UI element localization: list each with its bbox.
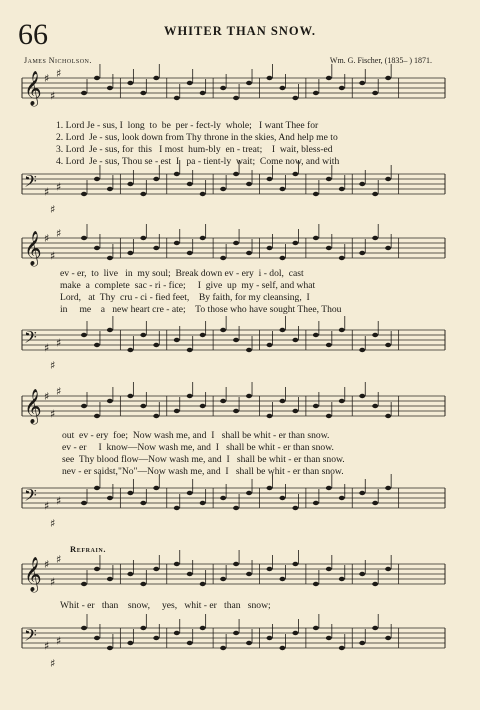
note-head: [246, 491, 252, 495]
note-head: [385, 636, 391, 640]
note-head: [200, 236, 206, 240]
note-head: [339, 496, 345, 500]
note-head: [140, 582, 146, 586]
note-head: [107, 496, 113, 500]
note-head: [267, 76, 273, 80]
note-head: [200, 192, 206, 196]
sharp-icon: ♯: [50, 657, 56, 670]
treble-clef-icon: 𝄞: [24, 231, 42, 266]
note-head: [107, 256, 113, 260]
note-head: [200, 582, 206, 586]
bass-clef-icon: 𝄢: [24, 171, 37, 195]
note-head: [372, 501, 378, 505]
note-head: [187, 394, 193, 398]
system-2-lyric-1: ev - er, to live in my soul; Break down ev - ery i - dol, cast: [60, 268, 304, 279]
staff-lines: [22, 564, 445, 584]
note-head: [81, 501, 87, 505]
sharp-icon: ♯: [56, 494, 62, 508]
sharp-icon: ♯: [56, 180, 62, 194]
system-3-lyric-2: ev - er I know—Now wash me, and I shall be whit - er than snow.: [62, 442, 334, 453]
note-head: [81, 192, 87, 196]
note-head: [246, 348, 252, 352]
note-head: [292, 338, 298, 342]
staff-lines: [22, 78, 445, 98]
note-head: [127, 251, 133, 255]
note-head: [372, 333, 378, 337]
note-head: [326, 414, 332, 418]
treble-clef-icon: 𝄞: [24, 389, 42, 424]
note-head: [313, 501, 319, 505]
note-head: [233, 338, 239, 342]
system-1-bass-staff: [0, 162, 480, 222]
note-head: [140, 236, 146, 240]
note-head: [279, 646, 285, 650]
note-head: [339, 256, 345, 260]
note-head: [174, 631, 180, 635]
note-head: [127, 182, 133, 186]
note-head: [359, 641, 365, 645]
note-head: [81, 236, 87, 240]
note-head: [279, 399, 285, 403]
note-head: [81, 582, 87, 586]
note-head: [153, 414, 159, 418]
system-1-lyric-3: 3. Lord Je - sus, for this I most hum-bly en - treat; I wait, bless-ed: [56, 144, 333, 155]
system-3-lyric-4: nev - er saidst,"No"—Now wash me, and I shall be whit - er than snow.: [62, 466, 344, 477]
sharp-icon: ♯: [44, 341, 50, 355]
sharp-icon: ♯: [50, 359, 56, 372]
bass-clef-icon: 𝄢: [24, 485, 37, 509]
note-head: [326, 246, 332, 250]
note-head: [267, 177, 273, 181]
system-3-bass-staff: [0, 476, 480, 536]
note-head: [187, 348, 193, 352]
note-head: [153, 636, 159, 640]
sharp-icon: ♯: [50, 575, 56, 589]
note-head: [246, 641, 252, 645]
sharp-icon: ♯: [44, 232, 50, 245]
system-3-lyric-1: out ev - ery foe; Now wash me, and I shall be whit - er than snow.: [62, 430, 330, 441]
note-head: [174, 409, 180, 413]
note-head: [372, 626, 378, 630]
note-head: [326, 486, 332, 490]
note-head: [220, 187, 226, 191]
composer-credit: Wm. G. Fischer, (1835– ) 1871.: [329, 56, 432, 65]
note-head: [107, 399, 113, 403]
note-head: [267, 567, 273, 571]
refrain-label: Refrain.: [70, 544, 107, 554]
note-head: [153, 486, 159, 490]
sharp-icon: ♯: [56, 553, 62, 566]
note-head: [339, 328, 345, 332]
note-head: [292, 241, 298, 245]
note-head: [233, 96, 239, 100]
treble-clef-icon: 𝄞: [24, 71, 42, 106]
note-head: [107, 577, 113, 581]
note-head: [359, 394, 365, 398]
note-head: [246, 394, 252, 398]
note-head: [385, 414, 391, 418]
note-head: [313, 91, 319, 95]
note-head: [372, 91, 378, 95]
note-head: [359, 572, 365, 576]
note-head: [174, 172, 180, 176]
note-head: [127, 491, 133, 495]
note-head: [372, 192, 378, 196]
note-head: [220, 86, 226, 90]
note-head: [153, 246, 159, 250]
note-head: [140, 91, 146, 95]
note-head: [200, 91, 206, 95]
note-head: [359, 182, 365, 186]
note-head: [107, 328, 113, 332]
note-head: [326, 567, 332, 571]
sharp-icon: ♯: [44, 499, 50, 513]
note-head: [385, 486, 391, 490]
note-head: [81, 333, 87, 337]
sharp-icon: ♯: [44, 639, 50, 653]
note-head: [385, 76, 391, 80]
note-head: [220, 646, 226, 650]
staff-lines: [22, 238, 445, 258]
note-head: [267, 636, 273, 640]
sharp-icon: ♯: [56, 67, 62, 80]
treble-clef-icon: 𝄞: [24, 557, 42, 592]
note-head: [94, 76, 100, 80]
note-head: [127, 572, 133, 576]
note-head: [313, 626, 319, 630]
note-head: [267, 343, 273, 347]
system-4-bass-staff: [0, 616, 480, 676]
note-head: [372, 236, 378, 240]
note-head: [81, 626, 87, 630]
note-head: [94, 246, 100, 250]
note-head: [339, 187, 345, 191]
system-4-lyric-1: Whit - er than snow, yes, whit - er than snow;: [60, 600, 271, 611]
note-head: [292, 96, 298, 100]
note-head: [292, 562, 298, 566]
note-head: [187, 491, 193, 495]
note-head: [127, 348, 133, 352]
system-2-lyric-3: Lord, at Thy cru - ci - fied feet, By faith, for my cleansing, I: [60, 292, 310, 303]
note-head: [233, 241, 239, 245]
sharp-icon: ♯: [44, 390, 50, 403]
note-head: [385, 567, 391, 571]
staff-lines: [22, 488, 445, 508]
note-head: [233, 562, 239, 566]
sharp-icon: ♯: [44, 185, 50, 199]
system-1-lyric-4: 4. Lord Je - sus, Thou se - est I pa - tient-ly wait; Come now, and with: [56, 156, 340, 167]
note-head: [359, 81, 365, 85]
staff-lines: [22, 628, 445, 648]
note-head: [339, 577, 345, 581]
note-head: [233, 172, 239, 176]
note-head: [326, 177, 332, 181]
author-credit: James Nicholson.: [24, 56, 92, 65]
note-head: [174, 338, 180, 342]
note-head: [279, 187, 285, 191]
note-head: [94, 414, 100, 418]
note-head: [107, 187, 113, 191]
note-head: [140, 192, 146, 196]
note-head: [326, 76, 332, 80]
sharp-icon: ♯: [50, 203, 56, 216]
note-head: [140, 333, 146, 337]
note-head: [233, 409, 239, 413]
note-head: [246, 251, 252, 255]
note-head: [385, 343, 391, 347]
note-head: [107, 646, 113, 650]
note-head: [326, 636, 332, 640]
note-head: [153, 177, 159, 181]
note-head: [94, 567, 100, 571]
system-2-bass-staff: [0, 318, 480, 378]
note-head: [313, 333, 319, 337]
note-head: [140, 501, 146, 505]
note-head: [187, 182, 193, 186]
sharp-icon: ♯: [56, 227, 62, 240]
sharp-icon: ♯: [50, 249, 56, 263]
note-head: [107, 86, 113, 90]
note-head: [292, 172, 298, 176]
note-head: [140, 404, 146, 408]
note-head: [292, 631, 298, 635]
system-2-lyric-2: make a complete sac - ri - fice; I give up my - self, and what: [60, 280, 316, 291]
note-head: [174, 96, 180, 100]
note-head: [313, 192, 319, 196]
note-head: [187, 81, 193, 85]
note-head: [153, 76, 159, 80]
note-head: [220, 328, 226, 332]
note-head: [279, 577, 285, 581]
note-head: [326, 343, 332, 347]
note-head: [246, 572, 252, 576]
note-head: [233, 506, 239, 510]
note-head: [220, 496, 226, 500]
note-head: [127, 394, 133, 398]
system-1-lyric-2: 2. Lord Je - sus, look down from Thy throne in the skies, And help me to: [56, 132, 338, 143]
note-head: [267, 486, 273, 490]
note-head: [385, 177, 391, 181]
note-head: [279, 328, 285, 332]
sharp-icon: ♯: [50, 89, 56, 103]
note-head: [94, 636, 100, 640]
note-head: [292, 409, 298, 413]
note-head: [339, 646, 345, 650]
note-head: [200, 333, 206, 337]
note-head: [313, 582, 319, 586]
note-head: [359, 348, 365, 352]
note-head: [279, 496, 285, 500]
note-head: [174, 241, 180, 245]
bass-clef-icon: 𝄢: [24, 625, 37, 649]
note-head: [94, 177, 100, 181]
note-head: [174, 506, 180, 510]
note-head: [246, 81, 252, 85]
hymn-title: WHITER THAN SNOW.: [163, 24, 317, 38]
note-head: [200, 501, 206, 505]
note-head: [174, 562, 180, 566]
note-head: [372, 582, 378, 586]
note-head: [187, 572, 193, 576]
sharp-icon: ♯: [56, 336, 62, 350]
note-head: [359, 251, 365, 255]
note-head: [220, 577, 226, 581]
note-head: [220, 399, 226, 403]
note-head: [267, 414, 273, 418]
note-head: [200, 626, 206, 630]
sharp-icon: ♯: [56, 634, 62, 648]
hymn-number: 66: [18, 18, 48, 51]
note-head: [187, 251, 193, 255]
note-head: [187, 641, 193, 645]
system-1-treble-staff: [0, 66, 480, 126]
note-head: [127, 81, 133, 85]
note-head: [200, 404, 206, 408]
sharp-icon: ♯: [50, 517, 56, 530]
system-1-lyric-1: 1. Lord Je - sus, I long to be per - fect-ly whole; I want Thee for: [56, 120, 319, 131]
staff-lines: [22, 174, 445, 194]
sharp-icon: ♯: [50, 407, 56, 421]
note-head: [267, 246, 273, 250]
note-head: [94, 486, 100, 490]
sharp-icon: ♯: [44, 558, 50, 571]
note-head: [279, 86, 285, 90]
note-head: [385, 246, 391, 250]
note-head: [279, 256, 285, 260]
note-head: [292, 506, 298, 510]
note-head: [81, 91, 87, 95]
system-3-lyric-3: see Thy blood flow—Now wash me, and I shall be whit - er than snow.: [62, 454, 345, 465]
sharp-icon: ♯: [56, 385, 62, 398]
note-head: [372, 404, 378, 408]
note-head: [81, 404, 87, 408]
note-head: [127, 641, 133, 645]
note-head: [220, 256, 226, 260]
note-head: [246, 182, 252, 186]
note-head: [153, 567, 159, 571]
note-head: [313, 404, 319, 408]
system-2-lyric-4: in me a new heart cre - ate; To those who have sought Thee, Thou: [60, 304, 342, 315]
note-head: [359, 491, 365, 495]
note-head: [140, 626, 146, 630]
note-head: [153, 343, 159, 347]
bass-clef-icon: 𝄢: [24, 327, 37, 351]
note-head: [233, 631, 239, 635]
note-head: [94, 343, 100, 347]
note-head: [313, 236, 319, 240]
note-head: [339, 399, 345, 403]
sharp-icon: ♯: [44, 72, 50, 85]
note-head: [339, 86, 345, 90]
